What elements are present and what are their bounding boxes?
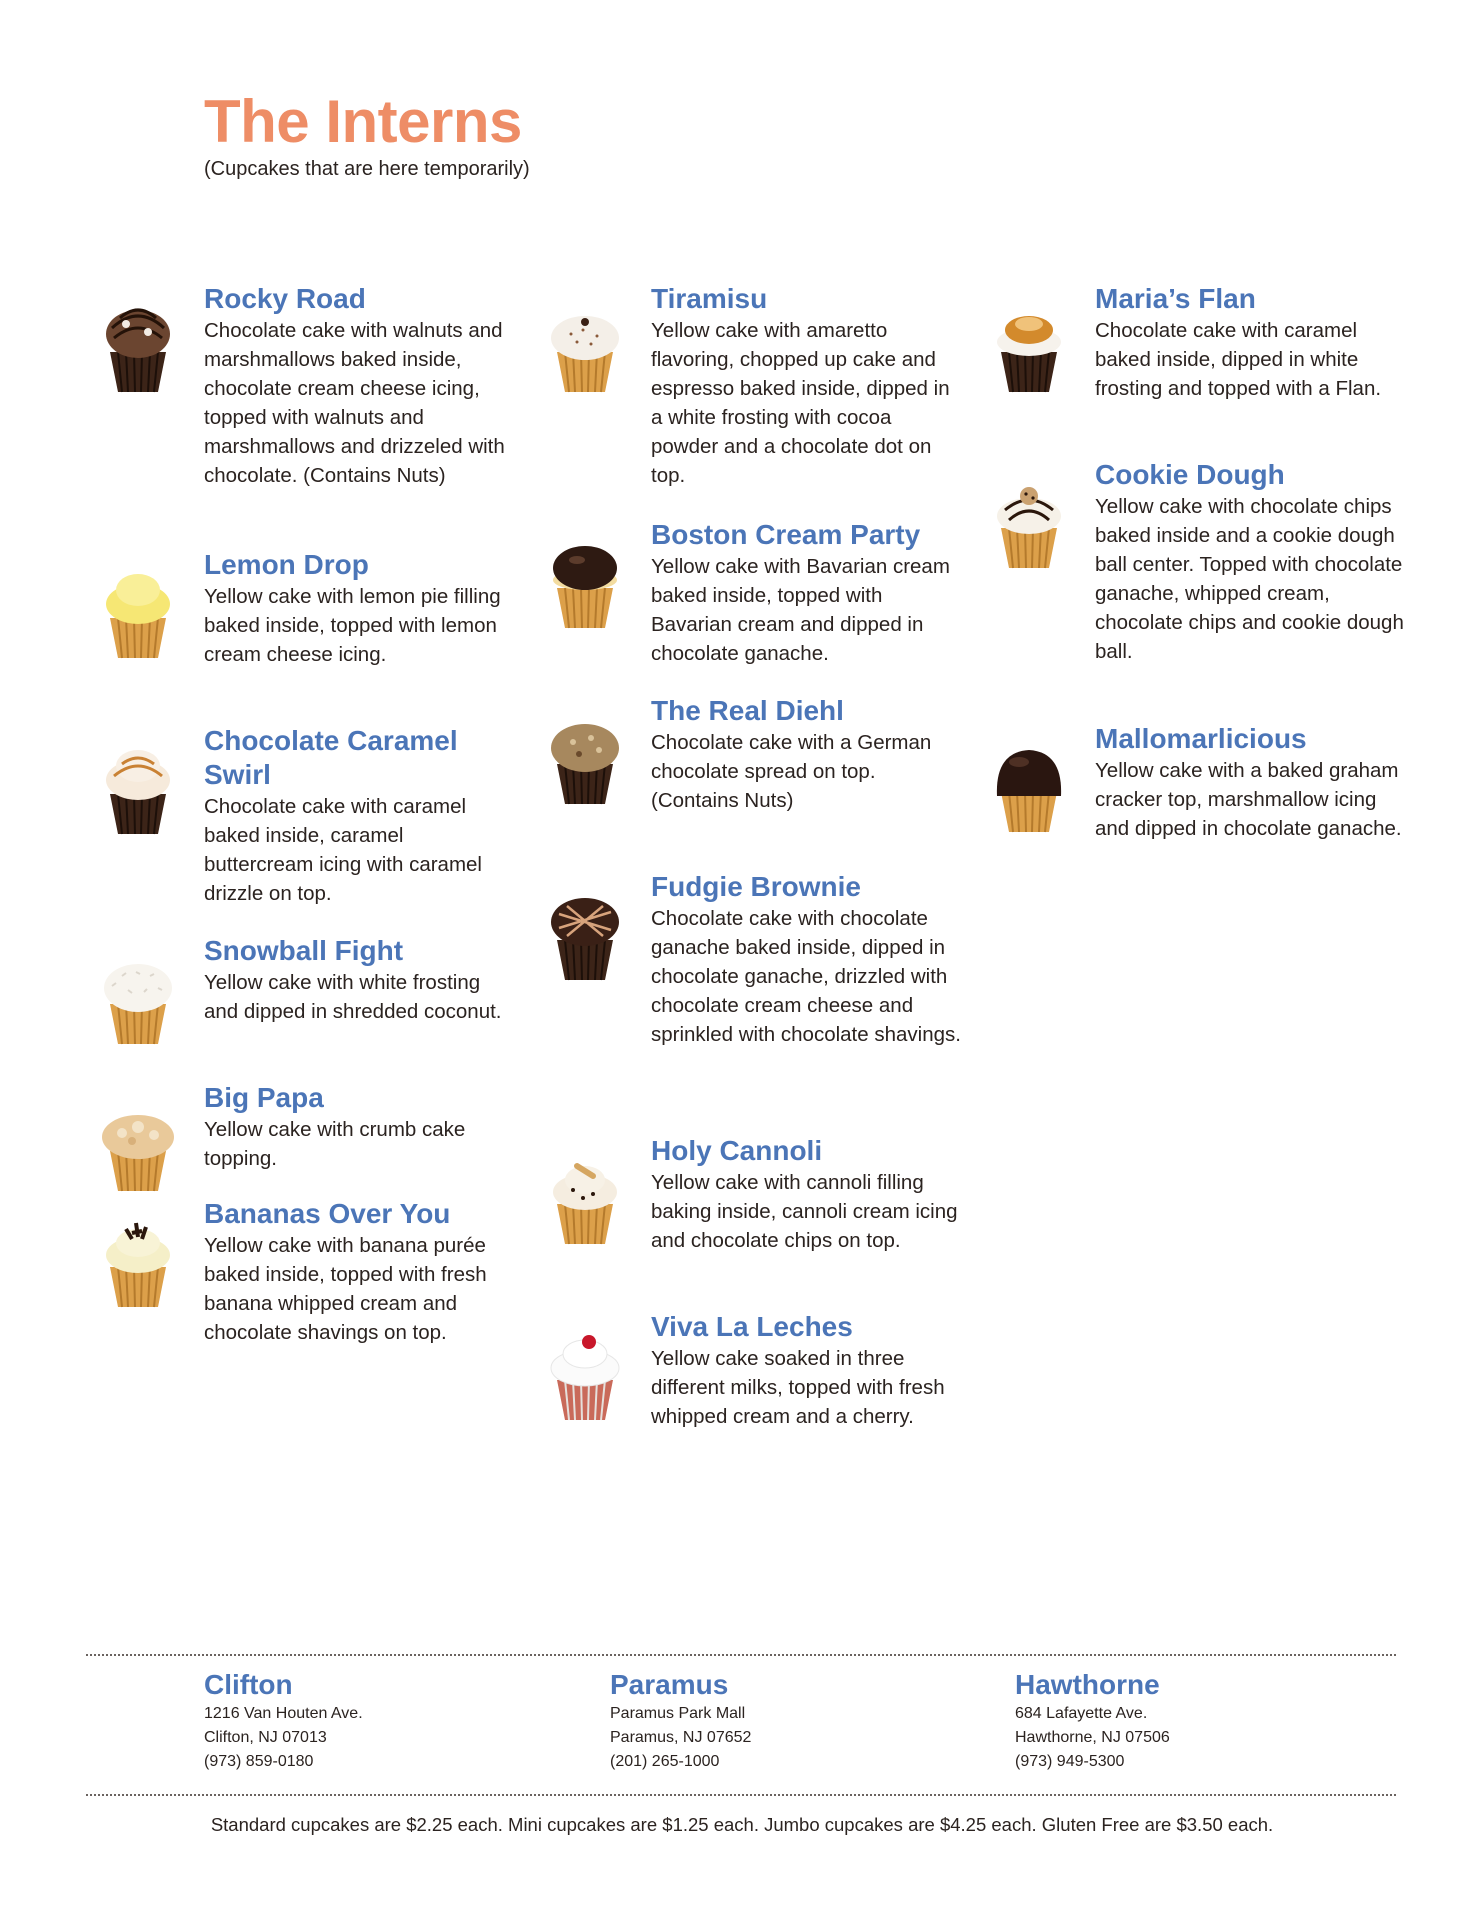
item-description: Yellow cake with banana purée baked inside, topped with fresh banana whipped cream and chocolate shavings on top. bbox=[204, 1234, 487, 1344]
menu-item-marias-flan bbox=[977, 282, 1417, 458]
menu-column-2 bbox=[533, 282, 973, 1460]
lemon-drop-cupcake-image bbox=[86, 560, 190, 664]
chocolate-caramel-swirl-cupcake-image bbox=[86, 736, 190, 840]
snowball-fight-cupcake-image bbox=[86, 946, 190, 1050]
item-name: Chocolate Caramel Swirl bbox=[204, 725, 458, 790]
item-name: Viva La Leches bbox=[651, 1311, 853, 1342]
item-name: Holy Cannoli bbox=[651, 1135, 823, 1166]
item-name: Bananas Over You bbox=[204, 1198, 451, 1229]
menu-item-rocky-road bbox=[86, 282, 526, 548]
item-name: Big Papa bbox=[204, 1082, 324, 1113]
item-name: Rocky Road bbox=[204, 283, 366, 314]
item-description: Yellow cake with lemon pie filling baked inside, topped with lemon cream cheese icing. bbox=[204, 585, 501, 666]
big-papa-cupcake-image bbox=[86, 1093, 190, 1197]
item-name: Mallomarlicious bbox=[1095, 723, 1307, 754]
page-subtitle: (Cupcakes that are here temporarily) bbox=[204, 158, 530, 180]
menu-item-mallomarlicious bbox=[977, 722, 1417, 872]
location-name: Hawthorne bbox=[1015, 1669, 1160, 1700]
location-city: Hawthorne, NJ 07506 bbox=[1015, 1729, 1170, 1746]
menu-item-chocolate-caramel-swirl bbox=[86, 724, 526, 934]
location-address: Paramus Park Mall bbox=[610, 1705, 746, 1722]
menu-item-cookie-dough bbox=[977, 458, 1417, 722]
item-description: Yellow cake with a baked graham cracker top, marshmallow icing and dipped in chocolate ganache. bbox=[1095, 759, 1402, 840]
item-description: Yellow cake with amaretto flavoring, chopped up cake and espresso baked inside, dipped in a white frosting with cocoa powder and a chocolate dot on top. bbox=[651, 319, 950, 487]
menu-column-1 bbox=[86, 282, 526, 1377]
page-title: The Interns bbox=[204, 88, 522, 155]
item-description: Chocolate cake with walnuts and marshmallows baked inside, chocolate cream cheese icing, topped with walnuts and marshmallows and drizzeled with chocolate. (Contains Nuts) bbox=[204, 319, 505, 487]
pricing-note: Standard cupcakes are $2.25 each. Mini cupcakes are $1.25 each. Jumbo cupcakes are $4.25 each. Gluten Free are $3.50 each. bbox=[210, 1814, 1274, 1835]
item-description: Yellow cake with Bavarian cream baked inside, topped with Bavarian cream and dipped in chocolate ganache. bbox=[651, 555, 950, 665]
item-name: Lemon Drop bbox=[204, 549, 369, 580]
menu-item-viva-la-leches bbox=[533, 1310, 973, 1460]
location-phone: (973) 859-0180 bbox=[204, 1753, 314, 1770]
rocky-road-cupcake-image bbox=[86, 294, 190, 398]
menu-item-holy-cannoli bbox=[533, 1134, 973, 1310]
item-name: Snowball Fight bbox=[204, 935, 404, 966]
menu-item-boston-cream-party bbox=[533, 518, 973, 694]
menu-item-fudgie-brownie bbox=[533, 870, 973, 1134]
item-description: Chocolate cake with caramel baked inside, dipped in white frosting and topped with a Flan. bbox=[1095, 319, 1382, 400]
location-city: Clifton, NJ 07013 bbox=[204, 1729, 327, 1746]
holy-cannoli-cupcake-image bbox=[533, 1146, 637, 1250]
location-paramus bbox=[610, 1668, 751, 1774]
item-name: Maria’s Flan bbox=[1095, 283, 1256, 314]
footer-divider-bottom bbox=[86, 1794, 1396, 1796]
cookie-dough-cupcake-image bbox=[977, 470, 1081, 574]
menu-column-3 bbox=[977, 282, 1417, 872]
item-description: Yellow cake soaked in three different milks, topped with fresh whipped cream and a cherry. bbox=[651, 1347, 945, 1428]
menu-item-big-papa bbox=[86, 1081, 526, 1197]
location-address: 684 Lafayette Ave. bbox=[1015, 1705, 1148, 1722]
menu-item-snowball-fight bbox=[86, 934, 526, 1081]
menu-item-bananas-over-you bbox=[86, 1197, 526, 1377]
item-description: Chocolate cake with caramel baked inside, caramel buttercream icing with caramel drizzle on top. bbox=[204, 795, 482, 905]
menu-item-lemon-drop bbox=[86, 548, 526, 724]
footer-divider-top bbox=[86, 1654, 1396, 1656]
menu-item-tiramisu bbox=[533, 282, 973, 518]
location-phone: (973) 949-5300 bbox=[1015, 1753, 1125, 1770]
the-real-diehl-cupcake-image bbox=[533, 706, 637, 810]
location-phone: (201) 265-1000 bbox=[610, 1753, 720, 1770]
marias-flan-cupcake-image bbox=[977, 294, 1081, 398]
item-description: Chocolate cake with a German chocolate spread on top. (Contains Nuts) bbox=[651, 731, 932, 812]
mallomarlicious-cupcake-image bbox=[977, 734, 1081, 838]
viva-la-leches-cupcake-image bbox=[533, 1322, 637, 1426]
item-name: Boston Cream Party bbox=[651, 519, 921, 550]
location-hawthorne bbox=[1015, 1668, 1170, 1774]
item-description: Yellow cake with chocolate chips baked inside and a cookie dough ball center. Topped with chocolate ganache, whipped cream, chocolate chips and cookie dough ball. bbox=[1095, 495, 1404, 663]
item-description: Yellow cake with cannoli filling baking inside, cannoli cream icing and chocolate chips on top. bbox=[651, 1171, 958, 1252]
boston-cream-party-cupcake-image bbox=[533, 530, 637, 634]
item-name: The Real Diehl bbox=[651, 695, 844, 726]
location-clifton bbox=[204, 1668, 363, 1774]
menu-header bbox=[204, 88, 530, 181]
item-name: Tiramisu bbox=[651, 283, 768, 314]
menu-item-the-real-diehl bbox=[533, 694, 973, 870]
item-name: Fudgie Brownie bbox=[651, 871, 861, 902]
bananas-over-you-cupcake-image bbox=[86, 1209, 190, 1313]
location-name: Clifton bbox=[204, 1669, 293, 1700]
location-address: 1216 Van Houten Ave. bbox=[204, 1705, 363, 1722]
item-name: Cookie Dough bbox=[1095, 459, 1285, 490]
item-description: Yellow cake with crumb cake topping. bbox=[204, 1118, 466, 1170]
location-city: Paramus, NJ 07652 bbox=[610, 1729, 752, 1746]
tiramisu-cupcake-image bbox=[533, 294, 637, 398]
item-description: Yellow cake with white frosting and dipped in shredded coconut. bbox=[204, 971, 502, 1023]
fudgie-brownie-cupcake-image bbox=[533, 882, 637, 986]
location-name: Paramus bbox=[610, 1669, 729, 1700]
item-description: Chocolate cake with chocolate ganache baked inside, dipped in chocolate ganache, drizzled with chocolate cream cheese and sprinkled with chocolate shavings. bbox=[651, 907, 961, 1046]
